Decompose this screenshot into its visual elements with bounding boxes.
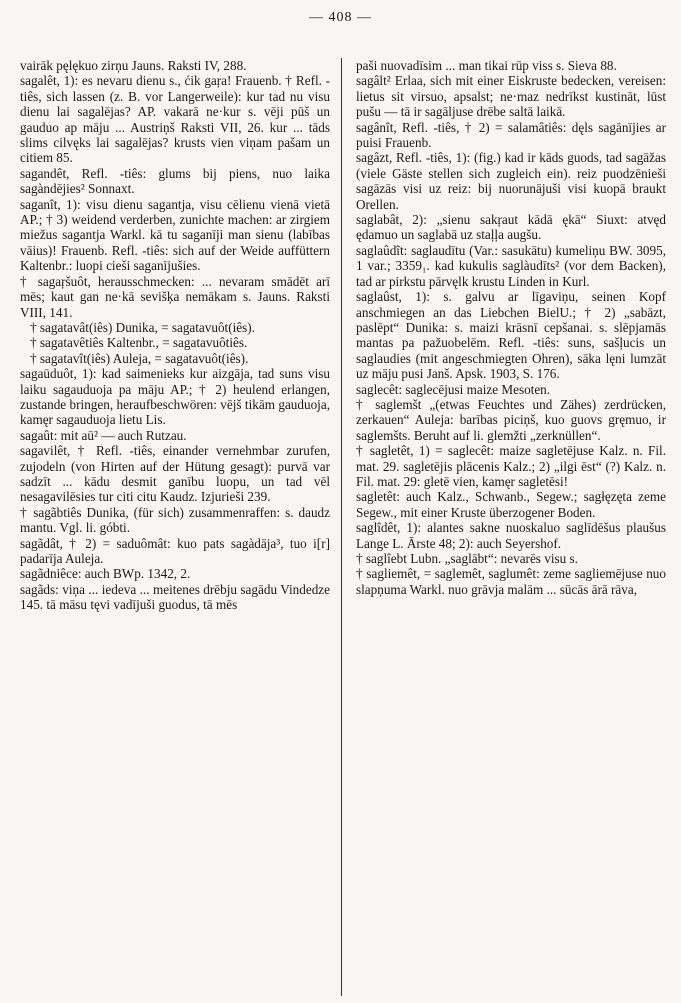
entry: saglabât, 2): „sienu sakŗaut kādā ękā“ Siuxt: atvęd ędamuo un saglabā uz staļļa augšu.	[356, 212, 666, 243]
entry: sagãdniêce: auch BWp. 1342, 2.	[20, 566, 191, 582]
entry: † sagatavît(iês) Auleja, = sagatavuôt(iês).	[30, 350, 249, 366]
entry: sagletêt: auch Kalz., Schwanb., Segew.; sagłęzęta zeme Segew., mit einer Kruste überzogener Boden.	[356, 489, 666, 520]
entry: † sagletêt, 1) = saglecêt: maize sagletējuse Kalz. n. Fil. mat. 29. sagletējis plācenis Kalz.; 2) „ilgi ēst“ (?) Kalz. n. Fil. mat. 29: gletē vien, kamęr sagletēsi!	[356, 443, 666, 489]
entry: † sagliemêt, = saglemêt, saglumêt: zeme sagliemējuse nuo slapņuma Warkl. nuo grāvja malām ... sūcās ārā rāva,	[356, 566, 666, 597]
entry: sagãds: viņa ... iedeva ... meitenes drēbju sagādu Vindedze 145. tā māsu tęvi vadījuši guodus, tā mēs	[20, 581, 330, 613]
column-divider	[341, 58, 342, 996]
entry: † sagãbtiês Dunika, (für sich) zusammenraffen: s. daudz mantu. Vgl. li. góbti.	[20, 504, 330, 536]
entry: sagalêt, 1): es nevaru dienu s., ćik gaŗa! Frauenb. † Refl. -tiês, sich lassen (z. B. vor Langerweile): kur tad nu visu dienu lai sagalējas? AP. vakarā ne·kur s. vēji pūš un gauduo ap māju ... Austriņš Raksti VII, 26. kur ... tāds slims cilvęks lai sagalējas? krusts vien viņam pašam un citiem 85.	[20, 73, 330, 166]
entry: sagaūduôt, 1): kad saimenieks kur aizgāja, tad suns visu laiku sagauduoja pa māju AP.; † 2) heulend erlangen, zustande bringen, heraufbeschwören: vējš tikām gauduoja, kamęr sagauduoja lietu Lis.	[20, 366, 330, 428]
entry: † saglîebt Lubn. „saglābt“: nevarēs visu s.	[356, 551, 578, 566]
page-number: — 408 —	[309, 10, 372, 25]
entry: saglîdêt, 1): alantes sakne nuoskaluo saglīdēšus plaušus Lange L. Ārste 48; 2): auch Seyershof.	[356, 520, 666, 551]
entry: † saglemšt „(etwas Feuchtes und Zähes) zerdrücken, zerkauen“ Auleja: barības piciņš, kuo guovs gręmuo, ir saglemšts. Beruht auf li. glemžti „zerknüllen“.	[356, 396, 666, 443]
entry: sagavilêt, † Refl. -tiês, einander vernehmbar zurufen, zujodeln (von Hirten auf der Hütung gesagt): purvā var sadzīt ... kādu desmit ganību luopu, un tad vēl nesagavilēsies tur citi citu Kaudz. Izjurieši 239.	[20, 443, 330, 505]
entry: saglaûdît: saglaudītu (Var.: sasukātu) kumeliņu BW. 3095, 1 var.; 3359₁. kad kukulis saglàudīts² (vor dem Backen), tad ar pirkstu pārvęlk krustu Linden in Kurl.	[356, 242, 666, 289]
entry: vairāk pęlękuo zirņu Jauns. Raksti IV, 288.	[20, 58, 247, 73]
entry: sagaût: mit aū² — auch Rutzau.	[20, 427, 187, 443]
entry: † sagatavât(iês) Dunika, = sagatavuôt(iês).	[30, 319, 255, 335]
entry: saganît, 1): visu dienu sagantja, visu cēlienu vienā vietā AP.; † 3) weidend verderben, zunichte machen: ar zirgiem miežus sagantja Warkl. kā tu saganīji man sienu (labības vāius)! Frauenb. Refl. -tiês: sich auf der Weide auffüttern Kaltenbr.: luopi cieši saganījušies.	[20, 196, 330, 274]
entry: saglecêt: saglecējusi maize Mesoten.	[356, 381, 551, 397]
entry: † sagatavêtiês Kaltenbr., = sagatavuôtiês.	[30, 335, 248, 351]
entry: sagâlt² Erlaa, sich mit einer Eiskruste bedecken, vereisen: lietus sit virsuo, apsalst; ne·maz nedrīkst kustināt, lūst pušu — tā ir sagāljuse drēbe saltā laikā.	[356, 73, 666, 120]
entry: sagâzt, Refl. -tiês, 1): (fig.) kad ir kāds guods, tad sagāžas (viele Gäste stellen sich zugleich ein). reiz puodzēnieši sagāzās visi uz reiz: bij nuorunājuši visi kuopā braukt Orellen.	[356, 150, 666, 212]
entry: † sagaŗšuôt, herausschmecken: ... nevaram smādēt arī mēs; kaut gan ne·kā sevišķa nemākam s. Jauns. Raksti VIII, 141.	[20, 273, 330, 320]
entry: sagãdât, † 2) = saduômât: kuo pats sagàdāja³, tuo i[r] padarīja Auleja.	[20, 535, 330, 566]
entry: saglaûst, 1): s. galvu ar līgaviņu, seinen Kopf anschmiegen an das Liebchen BielU.; † 2) „sabāzt, paslēpt“ Dunika: s. maizi krāsnī cepšanai. s. slēpjamās mantas pa pažuobelēm. Refl. -tiês: suns, sašļucis un saglaudies (mit angeschmiegten Ohren), sāka lęni lumzāt uz māju pusi Janš. Apsk. 1903, S. 176.	[356, 289, 666, 382]
left-column	[20, 58, 330, 998]
entry: sagânît, Refl. -tiês, † 2) = salamâtiês: dęls sagānījies ar puisi Frauenb.	[356, 119, 666, 151]
entry: sagandêt, Refl. -tiês: glums bij piens, nuo laika sagàndējies² Sonnaxt.	[20, 165, 330, 197]
right-column	[356, 58, 666, 998]
entry: paši nuovadīsim ... man tikai rūp viss s. Sieva 88.	[356, 58, 617, 73]
